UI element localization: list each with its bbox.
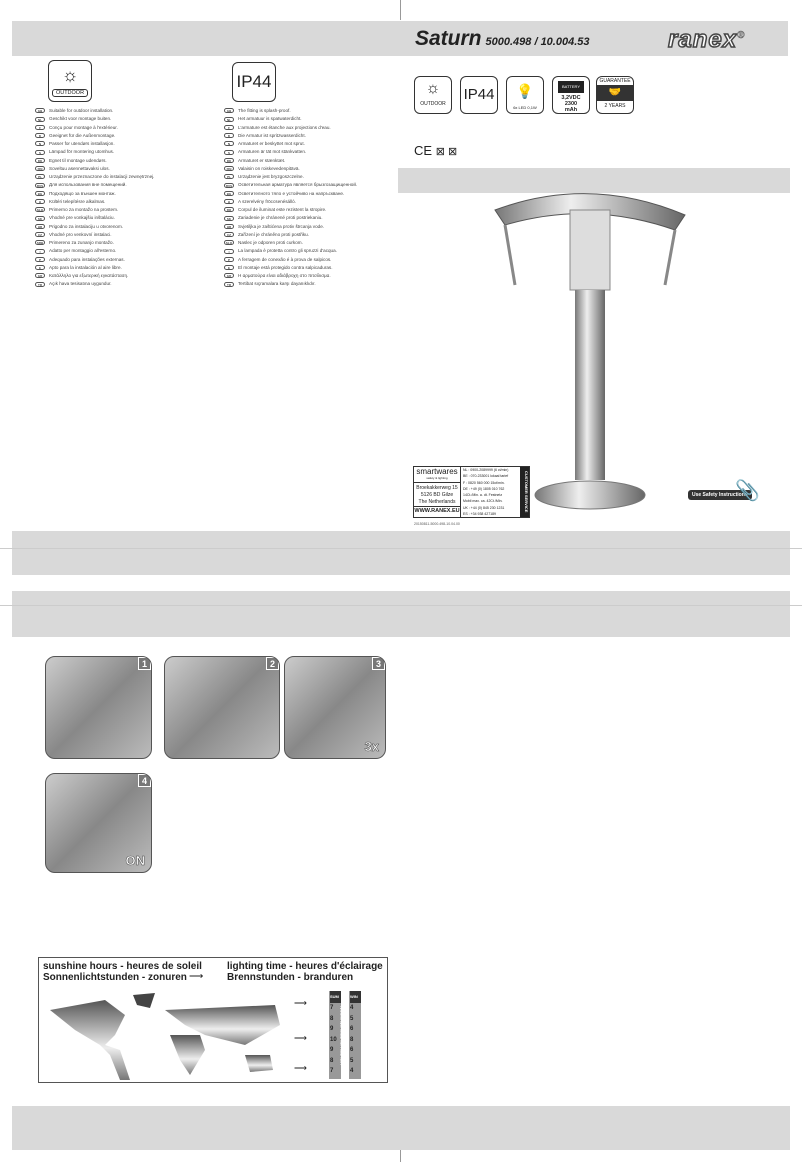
translation-text: A ferragem de conexão é à prova de salpicos. xyxy=(238,256,332,262)
ip44-translations xyxy=(224,107,357,289)
language-code: SK xyxy=(35,216,45,221)
language-code: SLO xyxy=(225,241,233,246)
ip44-badge: IP44 xyxy=(460,76,498,114)
translation-text: Armaturet er stænktæt. xyxy=(238,157,286,163)
translation-text: A szerelvény fröccsenésálló. xyxy=(238,198,296,204)
translation-line xyxy=(224,223,357,231)
outdoor-icon: ☼ OUTDOOR xyxy=(48,60,92,102)
language-code: HR xyxy=(224,224,234,229)
translation-line xyxy=(35,181,154,189)
language-code: GB xyxy=(224,108,234,113)
band-mid1 xyxy=(12,531,790,575)
translation-text: Armaturet er beskyttet mot sprut. xyxy=(238,141,305,146)
band-bottom xyxy=(12,1106,790,1150)
winter-column: WIN 4 5 6 8 6 5 4 xyxy=(349,991,361,1079)
translation-text: Κατάλληλο για εξωτερική εγκατάσταση. xyxy=(49,273,129,278)
translation-text: Armaturen är tät mot stänkvatten. xyxy=(238,149,307,155)
language-code: S xyxy=(35,150,45,155)
win-hours-value: 5 xyxy=(350,1057,354,1064)
language-code: P xyxy=(35,257,45,262)
language-code: SRB xyxy=(36,241,44,246)
win-hours-value: 4 xyxy=(350,1068,354,1074)
language-code: PL xyxy=(35,174,45,179)
translation-text: La lampada è protetta contro gli spruzzi d'acqua. xyxy=(238,248,337,254)
win-hours-value: 8 xyxy=(350,1036,354,1043)
sunshine-map: sunshine hours - heures de soleil Sonnenlichtstunden - zonuren ⟶ lighting time - heures d'éclairage Brennstunden - branduren ⟶ ⟶ ⟶ SUM 7 8 9 10 9 8 7 WIN 4 5 6 8 6 5 4 HOURS HEURES STUNDEN xyxy=(38,957,388,1083)
translation-text: Svjetiljka je zaštićena protiv štrcanja vode. xyxy=(238,223,325,229)
language-code: BG xyxy=(224,191,234,196)
language-code: GR xyxy=(35,273,45,278)
translation-line xyxy=(35,132,154,140)
translation-line xyxy=(224,181,357,189)
translation-text: Urządzenie przeznaczone do instalacji zewnętrznej. xyxy=(49,174,155,179)
step-2: 2 xyxy=(164,656,280,759)
translation-text: Подходящо за външен монтаж. xyxy=(49,190,116,196)
sum-hours-value: 8 xyxy=(330,1015,334,1022)
translation-line xyxy=(224,107,357,115)
translation-line xyxy=(224,115,357,123)
translation-line xyxy=(35,157,154,165)
outdoor-translations xyxy=(35,107,154,289)
language-code: H xyxy=(224,199,234,204)
translation-line xyxy=(35,173,154,181)
translation-text: L'armature est étanche aux projections d'eau. xyxy=(238,124,331,130)
translation-text: Soveltuu asennettavaksi ulos. xyxy=(49,165,110,171)
sum-hours-value: 10 xyxy=(330,1036,337,1043)
translation-text: Urządzenie jest bryzgoszczelne. xyxy=(238,174,304,179)
translation-text: Het armatuur is spatwaterdicht. xyxy=(238,116,302,122)
translation-line xyxy=(35,231,154,239)
translation-text: Vhodné pre vonkajšiu inštaláciu. xyxy=(49,215,115,221)
translation-text: Для использования вне помещений. xyxy=(49,182,127,188)
translation-text: Prigodno za instalaciju u otvorenom. xyxy=(49,223,124,229)
translation-line xyxy=(224,280,357,288)
doc-code: 20150811-5000.498-10.04.00 xyxy=(414,522,460,526)
guarantee-badge: GUARANTEE 🤝 2 YEARS xyxy=(596,76,634,114)
sum-hours-value: 9 xyxy=(330,1026,334,1032)
translation-line xyxy=(224,256,357,264)
translation-text: Suitable for outdoor installation. xyxy=(49,108,114,113)
translation-line xyxy=(35,256,154,264)
translation-text: Açık hava tesisatına uygundur. xyxy=(49,281,112,287)
translation-line xyxy=(224,247,357,255)
language-code: DK xyxy=(224,158,234,163)
sum-hours-value: 9 xyxy=(330,1047,334,1053)
translation-line xyxy=(224,206,357,214)
translation-line xyxy=(224,198,357,206)
step-3: 3 3x xyxy=(284,656,386,759)
translation-line xyxy=(35,165,154,173)
translation-text: Осветителното тяло е устойчиво на напръскване. xyxy=(238,190,345,196)
sum-hours-value: 8 xyxy=(330,1057,334,1064)
translation-line xyxy=(35,124,154,132)
translation-text: Geeignet für die Außenmontage. xyxy=(49,132,116,138)
language-code: DK xyxy=(35,158,45,163)
language-code: N xyxy=(224,141,234,146)
step-4: 4 ON xyxy=(45,773,152,873)
translation-line xyxy=(35,239,154,247)
translation-line xyxy=(35,107,154,115)
band-mid2 xyxy=(12,591,790,637)
translation-line xyxy=(35,223,154,231)
hours-label: HOURS HEURES STUNDEN xyxy=(339,1006,344,1066)
language-code: F xyxy=(35,125,45,130)
translation-text: Adequado para instalações externas. xyxy=(49,256,125,262)
language-code: D xyxy=(224,133,234,138)
translation-line xyxy=(224,190,357,198)
translation-text: Tertibat sıçramalara karşı dayanıklıdır. xyxy=(238,281,316,287)
sum-hours-value: 7 xyxy=(330,1068,334,1074)
translation-line xyxy=(224,173,357,181)
language-code: RUS xyxy=(225,183,233,188)
translation-text: Naslec je odporen proti curkom. xyxy=(238,240,303,245)
language-code: P xyxy=(224,257,234,262)
translation-line xyxy=(224,264,357,272)
translation-line xyxy=(224,214,357,222)
win-hours-value: 5 xyxy=(350,1015,354,1022)
world-map-image xyxy=(45,990,285,1080)
translation-line xyxy=(224,124,357,132)
language-code: I xyxy=(224,249,234,254)
language-code: FIN xyxy=(224,166,234,171)
product-title: Saturn 5000.498 / 10.004.53 xyxy=(415,27,590,50)
translation-text: Primereno za zunanjo montažo. xyxy=(49,240,114,245)
translation-text: Zařízení je chráněno proti postřiku. xyxy=(238,231,309,237)
translation-line xyxy=(35,214,154,222)
translation-line xyxy=(224,157,357,165)
translation-text: Passer for utendørs installasjon. xyxy=(49,141,115,146)
language-code: BG xyxy=(35,191,45,196)
translation-text: Valaisin on roiskevedenpitävä. xyxy=(238,165,300,171)
translation-line xyxy=(224,231,357,239)
translation-text: Conçu pour montage à l'extérieur. xyxy=(49,124,118,130)
language-code: E xyxy=(35,265,45,270)
translation-line xyxy=(224,148,357,156)
customer-service-box: smartwares safety & lighting Broekakkerweg 15 5126 BD Gilze The Netherlands WWW.RANEX.EU NL : 0900-2089999 (6 ct/min) BE : 070-233001 lokaal tarief F : 0820 560 000 15ct/min. DE : +49 (0) 1805 010 762 14Ct./Min. a. dt. Festnetz Mobil max. ca. 42Ct./Min. UK : +44 (0) 845 230 1231 ES : +34 938 427189 CUSTOMER SERVICE xyxy=(414,467,529,517)
translation-text: Kültéri telepítésre alkalmas. xyxy=(49,198,106,204)
translation-text: Vhodné pro venkovní instalaci. xyxy=(49,231,112,237)
translation-line xyxy=(35,206,154,214)
safety-badge: Use Safety Instructions xyxy=(688,490,752,500)
translation-text: Lämpad för montering utomhus. xyxy=(49,149,115,155)
translation-line xyxy=(35,115,154,123)
brand-logo: ranex® xyxy=(668,26,746,53)
language-code: H xyxy=(35,199,45,204)
translation-line xyxy=(35,140,154,148)
language-code: CZ xyxy=(35,232,45,237)
translation-line xyxy=(35,198,154,206)
summer-column: SUM 7 8 9 10 9 8 7 xyxy=(329,991,341,1079)
translation-line xyxy=(35,148,154,156)
language-code: FIN xyxy=(35,166,45,171)
ce-weee-marks: CE ⊠ ⊠ xyxy=(414,143,458,158)
language-code: TR xyxy=(35,282,45,287)
translation-text: Zariadenie je chránené proti postriekaniu. xyxy=(238,215,323,221)
translation-text: Adatto per montaggio all'esterno. xyxy=(49,248,117,254)
win-hours-value: 6 xyxy=(350,1026,354,1032)
translation-line xyxy=(224,132,357,140)
translation-text: Осветительная арматура является брызгозащищенной. xyxy=(238,182,358,188)
translation-line xyxy=(224,165,357,173)
language-code: RUS xyxy=(36,183,44,188)
translation-text: Η αρματούρα είναι αδιάβροχη στο πιτσίλισμα. xyxy=(238,273,331,278)
language-code: SK xyxy=(224,216,234,221)
translation-text: Apto para la instalación al aire libre. xyxy=(49,264,122,270)
language-code: E xyxy=(224,265,234,270)
translation-line xyxy=(224,272,357,280)
win-hours-value: 6 xyxy=(350,1047,354,1053)
translation-line xyxy=(224,239,357,247)
language-code: SLO xyxy=(36,208,44,213)
language-code: F xyxy=(224,125,234,130)
translation-text: Corpul de iluminat este rezistent la stropire. xyxy=(238,207,327,212)
translation-line xyxy=(224,140,357,148)
translation-text: El montaje está protegido contra salpicaduras. xyxy=(238,264,333,270)
paperclip-icon: 📎 xyxy=(735,480,760,502)
language-code: S xyxy=(224,150,234,155)
language-code: TR xyxy=(224,282,234,287)
language-code: NL xyxy=(35,117,45,122)
translation-line xyxy=(35,264,154,272)
ip44-icon: IP44 xyxy=(232,62,276,102)
language-code: CZ xyxy=(224,232,234,237)
sum-hours-value: 7 xyxy=(330,1005,334,1011)
win-hours-value: 4 xyxy=(350,1005,354,1011)
language-code: GB xyxy=(35,108,45,113)
language-code: RO xyxy=(224,207,234,212)
language-code: N xyxy=(35,141,45,146)
language-code: NL xyxy=(224,117,234,122)
translation-text: Egnet til montage udendørs. xyxy=(49,157,107,163)
step-1: 1 xyxy=(45,656,152,759)
translation-text: The fitting is splash-proof. xyxy=(238,108,291,113)
led-badge: 💡 6x LED 0,1W xyxy=(506,76,544,114)
language-code: PL xyxy=(224,174,234,179)
language-code: I xyxy=(35,249,45,254)
translation-line xyxy=(35,190,154,198)
language-code: GR xyxy=(224,273,234,278)
translation-text: Die Armatur ist spritzwasserdicht. xyxy=(238,132,306,138)
translation-text: Geschikt voor montage buiten. xyxy=(49,116,112,122)
translation-line xyxy=(35,280,154,288)
battery-badge: BATTERY 3,2VDC 2300 mAh xyxy=(552,76,590,114)
outdoor-badge: ☼ OUTDOOR xyxy=(414,76,452,114)
language-code: HR xyxy=(35,224,45,229)
language-code: D xyxy=(35,133,45,138)
translation-line xyxy=(35,272,154,280)
translation-text: Primerno za montažo na prostem. xyxy=(49,207,119,212)
translation-line xyxy=(35,247,154,255)
